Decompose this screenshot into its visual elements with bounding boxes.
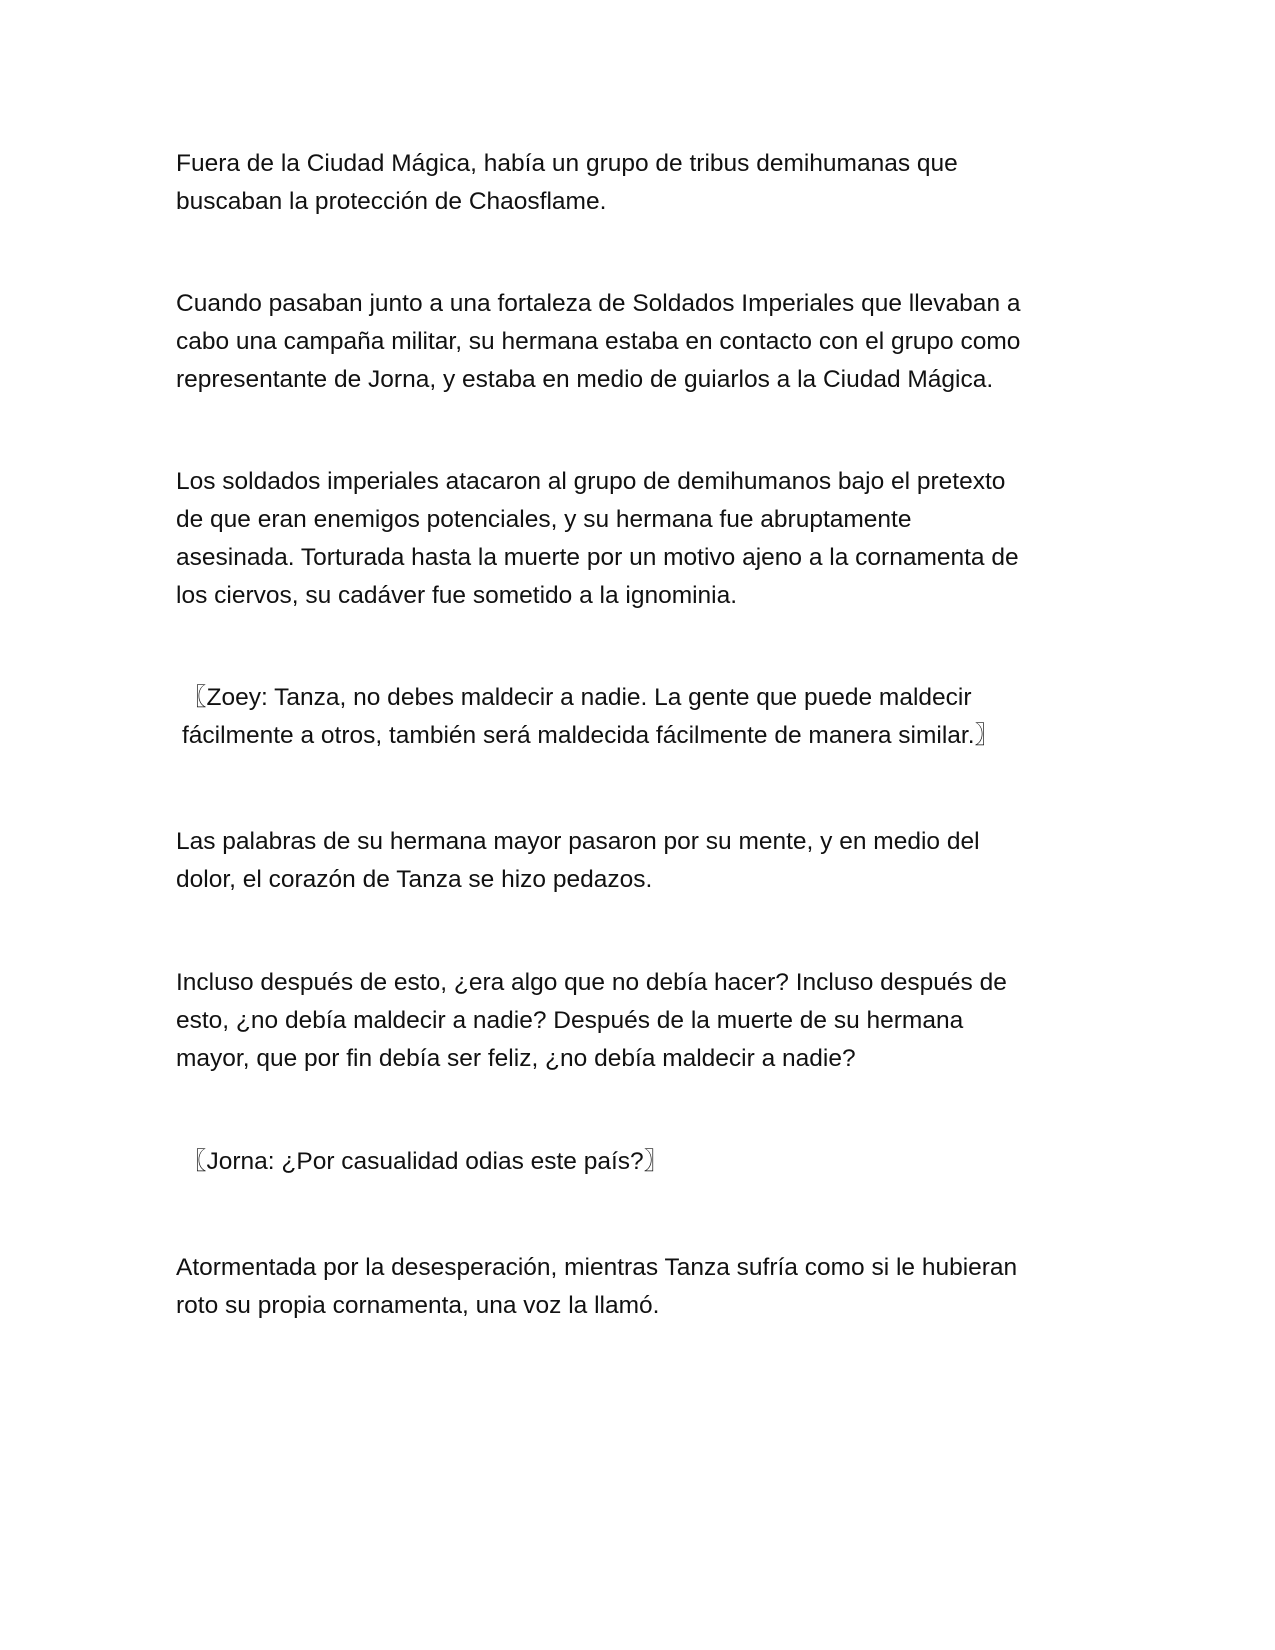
text-line: Fuera de la Ciudad Mágica, había un grupo de tribus demihumanas que	[176, 150, 958, 177]
text-line: fácilmente a otros, también será maldecida fácilmente de manera similar.〗	[182, 722, 1000, 749]
text-line: esto, ¿no debía maldecir a nadie? Después de la muerte de su hermana	[176, 1007, 964, 1034]
dialogue-jorna	[182, 1143, 1122, 1181]
text-line: buscaban la protección de Chaosflame.	[176, 188, 607, 215]
paragraph-3	[176, 463, 1116, 615]
paragraph-6	[176, 964, 1116, 1078]
text-line: los ciervos, su cadáver fue sometido a la ignominia.	[176, 582, 738, 609]
text-line: Cuando pasaban junto a una fortaleza de Soldados Imperiales que llevaban a	[176, 290, 1021, 317]
text-line: de que eran enemigos potenciales, y su hermana fue abruptamente	[176, 506, 912, 533]
text-line: 〖Zoey: Tanza, no debes maldecir a nadie. La gente que puede maldecir	[182, 684, 972, 711]
paragraph-8	[176, 1249, 1116, 1325]
text-line: Los soldados imperiales atacaron al grupo de demihumanos bajo el pretexto	[176, 468, 1006, 495]
text-line: Incluso después de esto, ¿era algo que no debía hacer? Incluso después de	[176, 969, 1007, 996]
text-line: 〖Jorna: ¿Por casualidad odias este país?〗	[182, 1148, 669, 1175]
text-line: mayor, que por fin debía ser feliz, ¿no debía maldecir a nadie?	[176, 1045, 856, 1072]
text-line: representante de Jorna, y estaba en medio de guiarlos a la Ciudad Mágica.	[176, 366, 994, 393]
paragraph-2	[176, 285, 1116, 399]
text-line: Las palabras de su hermana mayor pasaron por su mente, y en medio del	[176, 828, 980, 855]
text-line: cabo una campaña militar, su hermana estaba en contacto con el grupo como	[176, 328, 1021, 355]
text-line: dolor, el corazón de Tanza se hizo pedazos.	[176, 866, 653, 893]
text-line: roto su propia cornamenta, una voz la llamó.	[176, 1292, 660, 1319]
text-line: Atormentada por la desesperación, mientras Tanza sufría como si le hubieran	[176, 1254, 1018, 1281]
text-line: asesinada. Torturada hasta la muerte por un motivo ajeno a la cornamenta de	[176, 544, 1019, 571]
paragraph-1	[176, 145, 1116, 221]
dialogue-zoey	[182, 679, 1122, 755]
paragraph-5	[176, 823, 1116, 899]
